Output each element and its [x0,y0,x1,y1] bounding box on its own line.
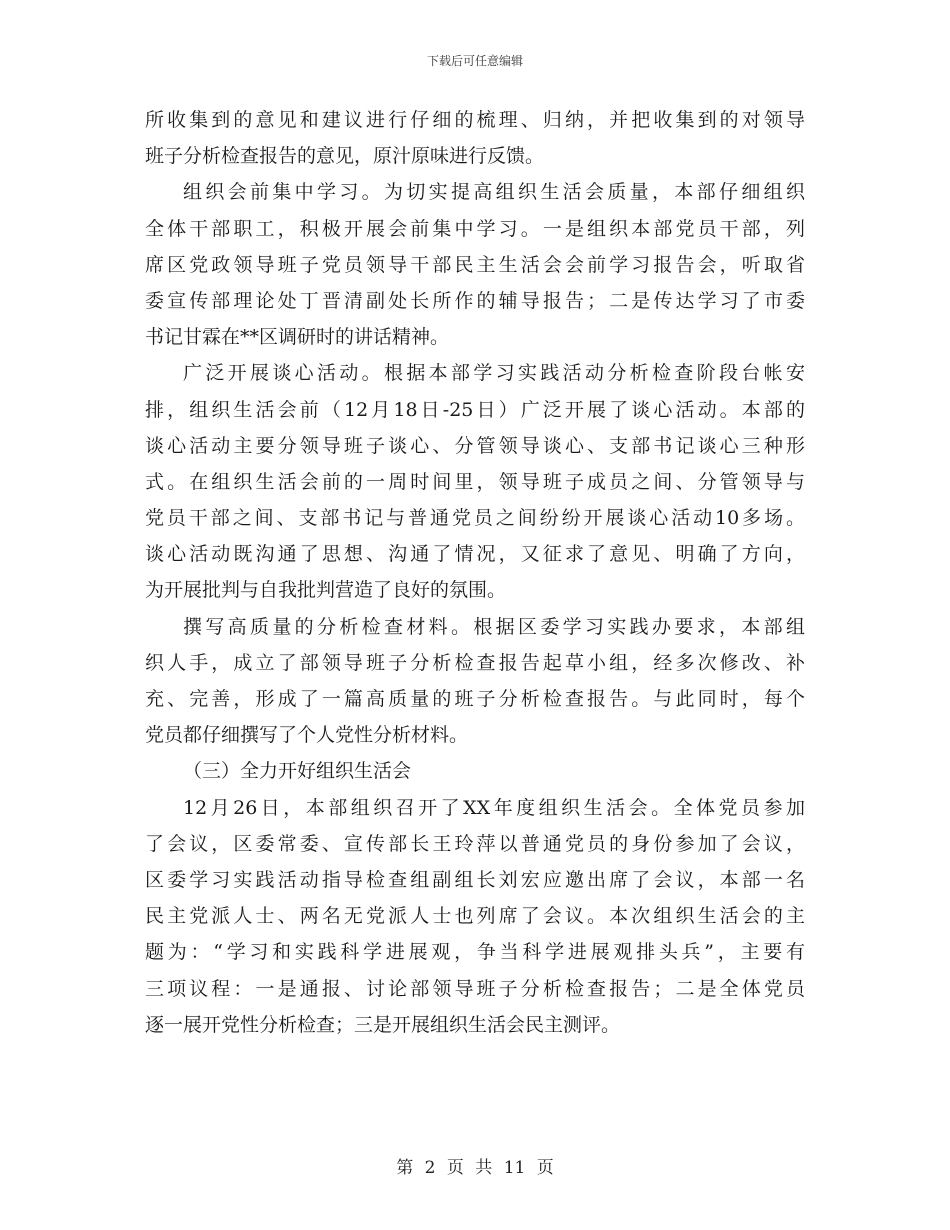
page-number: 第 2 页 共 11 页 [396,1158,554,1178]
text-line: 全体干部职工，积极开展会前集中学习。一是组织本部党员干部，列 [145,217,805,240]
text-line: 三项议程：一是通报、讨论部领导班子分析检查报告；二是全体党员 [145,977,805,1000]
text-line: 席区党政领导班子党员领导干部民主生活会会前学习报告会，听取省 [145,253,805,276]
text-line: 了会议，区委常委、宣传部长王玲萍以普通党员的身份参加了会议， [145,832,805,855]
page-header: 下载后可任意编辑 [426,54,523,68]
text-line: 组织会前集中学习。为切实提高组织生活会质量，本部仔细组织 [183,181,805,204]
text-line: 撰写高质量的分析检查材料。根据区委学习实践办要求，本部组 [183,615,805,638]
text-line: 班子分析检查报告的意见，原汁原味进行反馈。 [145,145,545,168]
text-line: 12月26日，本部组织召开了XX年度组织生活会。全体党员参加 [183,796,805,819]
text-line: 委宣传部理论处丁晋清副处长所作的辅导报告；二是传达学习了市委 [145,289,805,312]
text-line: 织人手，成立了部领导班子分析检查报告起草小组，经多次修改、补 [145,651,805,674]
text-line: 书记甘霖在**区调研时的讲话精神。 [145,326,450,349]
section-heading: （三）全力开好组织生活会 [183,760,412,783]
text-line: 逐一展开党性分析检查；三是开展组织生活会民主测评。 [145,1013,621,1036]
text-line: 谈心活动既沟通了思想、沟通了情况，又征求了意见、明确了方向， [145,543,805,566]
text-line: 区委学习实践活动指导检查组副组长刘宏应邀出席了会议，本部一名 [145,868,805,891]
text-line: 充、完善，形成了一篇高质量的班子分析检查报告。与此同时，每个 [145,688,805,710]
text-line: 党员都仔细撰写了个人党性分析材料。 [145,724,469,747]
text-line: 排，组织生活会前（12月18日-25日）广泛开展了谈心活动。本部的 [145,398,805,421]
text-line: 广泛开展谈心活动。根据本部学习实践活动分析检查阶段台帐安 [183,362,805,385]
document-body [145,102,805,1043]
text-line: 为开展批判与自我批判营造了良好的氛围。 [145,579,507,602]
text-line: 式。在组织生活会前的一周时间里，领导班子成员之间、分管领导与 [145,470,805,493]
text-line: 所收集到的意见和建议进行仔细的梳理、归纳，并把收集到的对领导 [145,109,805,131]
text-line: 民主党派人士、两名无党派人士也列席了会议。本次组织生活会的主 [145,905,805,928]
text-line: 谈心活动主要分领导班子谈心、分管领导谈心、支部书记谈心三种形 [145,434,805,457]
text-line: 题为：“学习和实践科学进展观，争当科学进展观排头兵”，主要有 [145,941,805,964]
text-line: 党员干部之间、支部书记与普通党员之间纷纷开展谈心活动10多场。 [145,507,805,530]
